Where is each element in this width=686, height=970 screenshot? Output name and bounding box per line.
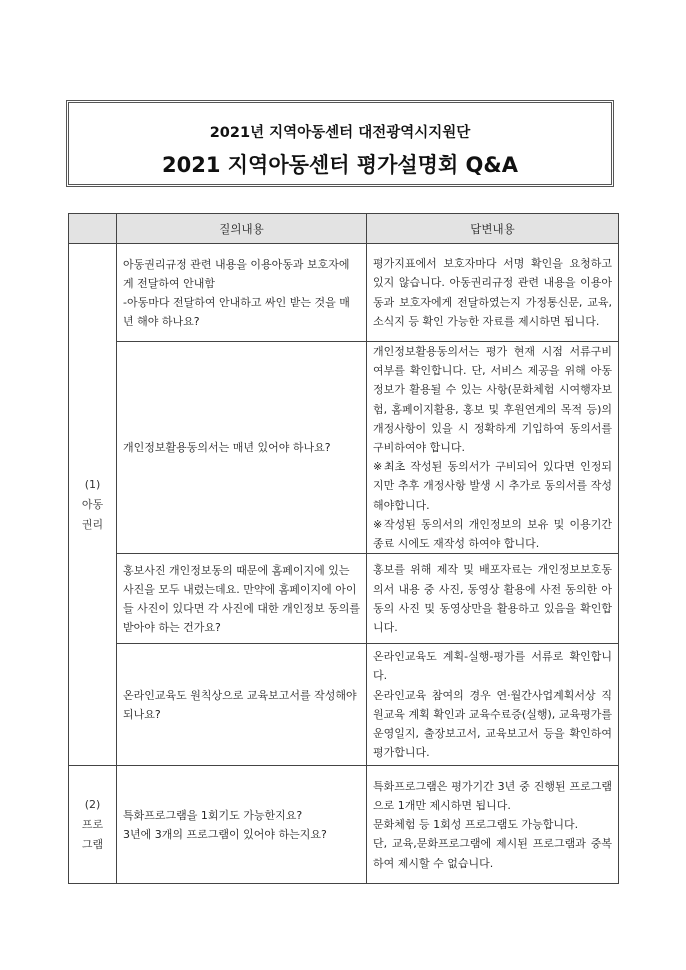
answer-text: 개인정보활용동의서는 평가 현재 시점 서류구비 여부를 확인합니다. 단, 서비스 제공을 위해 아동정보가 활용될 수 있는 사항(문화체험 시여행자보험, 홈페이지활용, 홍보 및 후원연계의 목적 등)의 개정사항이 있을 시 정확하게 기입하여 동의서를 구비하여야 합니다. xyxy=(373,345,612,455)
question-text: 3년에 3개의 프로그램이 있어야 하는지요? xyxy=(123,827,327,841)
document-subtitle: 2021년 지역아동센터 대전광역시지원단 xyxy=(209,125,471,141)
answer-cell xyxy=(367,554,619,644)
section-number: (1) xyxy=(84,477,101,491)
question-text: 개인정보활용동의서는 매년 있어야 하나요? xyxy=(123,441,331,455)
qa-table xyxy=(68,213,619,884)
answer-text: 단, 교육,문화프로그램에 제시된 프로그램과 중복하여 제시할 수 없습니다. xyxy=(373,837,612,870)
document-title-box xyxy=(66,100,614,187)
answer-text: 문화체험 등 1회성 프로그램도 가능합니다. xyxy=(373,818,579,832)
answer-text: 평가지표에서 보호자마다 서명 확인을 요청하고 있지 않습니다. 아동권리규정 관련 내용을 이용아동과 보호자에게 전달하였는지 가정통신문, 교육, 소식지 등 확인 가능한 자료를 제시하면 됩니다. xyxy=(373,257,612,328)
question-text: 특화프로그램을 1회기도 가능한지요? xyxy=(123,808,303,822)
question-cell xyxy=(117,554,367,644)
answer-cell xyxy=(367,766,619,884)
table-row xyxy=(69,644,619,766)
question-text: 온라인교육도 원칙상으로 교육보고서를 작성해야 되나요? xyxy=(123,688,357,721)
table-row xyxy=(69,766,619,884)
answer-text: 홍보를 위해 제작 및 배포자료는 개인정보보호동의서 내용 중 사진, 동영상 활용에 사전 동의한 아동의 사진 및 동영상만을 활용하고 있음을 확인합니다. xyxy=(373,563,612,634)
question-cell xyxy=(117,342,367,554)
section-name-line2: 그램 xyxy=(81,837,104,851)
table-header-row xyxy=(69,214,619,244)
answer-text: 온라인교육도 계획-실행-평가를 서류로 확인합니다. xyxy=(373,650,612,683)
question-text: 아동권리규정 관련 내용을 이용아동과 보호자에게 전달하여 안내함 xyxy=(123,257,350,290)
question-cell xyxy=(117,766,367,884)
answer-cell xyxy=(367,342,619,554)
table-row xyxy=(69,342,619,554)
answer-text: 온라인교육 참여의 경우 연·월간사업계획서상 직원교육 계획 확인과 교육수료증(실행), 교육평가를 운영일지, 출장보고서, 교육보고서 등을 확인하여 평가합니다. xyxy=(373,688,612,760)
answer-cell xyxy=(367,644,619,766)
table-row xyxy=(69,554,619,644)
answer-text: ※작성된 동의서의 개인정보의 보유 및 이용기간 종료 시에도 재작성 하여야 합니다. xyxy=(373,517,612,551)
section-category-child-rights xyxy=(69,244,117,766)
table-row xyxy=(69,244,619,342)
answer-text: ※최초 작성된 동의서가 구비되어 있다면 인정되지만 추후 개정사항 발생 시 추가로 동의서를 작성해야합니다. xyxy=(373,460,612,512)
document-title: 2021 지역아동센터 평가설명회 Q&A xyxy=(162,153,518,177)
section-number: (2) xyxy=(84,797,101,811)
answer-text: 특화프로그램은 평가기간 3년 중 진행된 프로그램으로 1개만 제시하면 됩니다. xyxy=(373,779,612,812)
section-category-program xyxy=(69,766,117,884)
section-name-line1: 아동 xyxy=(81,497,104,511)
question-cell xyxy=(117,244,367,342)
section-name-line1: 프로 xyxy=(81,817,104,831)
question-cell xyxy=(117,644,367,766)
header-category xyxy=(69,214,117,244)
header-answer: 답변내용 xyxy=(367,214,619,244)
question-text: -아동마다 전달하여 안내하고 싸인 받는 것을 매년 해야 하나요? xyxy=(123,295,350,328)
section-name-line2: 권리 xyxy=(81,517,104,531)
header-question: 질의내용 xyxy=(117,214,367,244)
question-text: 홍보사진 개인정보동의 때문에 홈페이지에 있는 사진을 모두 내렸는데요. 만약에 홈페이지에 아이들 사진이 있다면 각 사진에 대한 개인정보 동의를 받아야 하는 건가요? xyxy=(123,563,360,634)
answer-cell xyxy=(367,244,619,342)
